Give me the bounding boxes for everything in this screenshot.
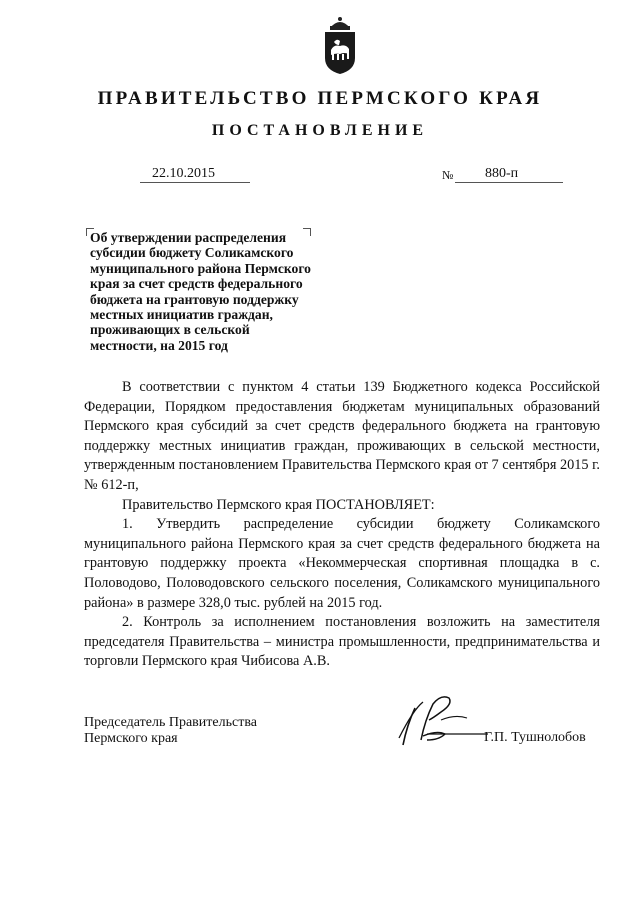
document-body <box>84 378 600 672</box>
organization-title: ПРАВИТЕЛЬСТВО ПЕРМСКОГО КРАЯ <box>97 88 543 109</box>
number-underline <box>455 182 563 183</box>
signatory-title <box>84 715 314 747</box>
signatory-title-line: Пермского края <box>84 731 178 746</box>
signatory-name: Г.П. Тушнолобов <box>484 730 586 745</box>
document-date: 22.10.2015 <box>152 166 215 181</box>
body-paragraph: 2. Контроль за исполнением постановления возложить на заместителя председателя Правительства – министра промышленности, предпринимательства и торговли Пермского края Чибисова А.В. <box>84 614 600 670</box>
document-type: ПОСТАНОВЛЕНИЕ <box>211 122 429 139</box>
date-underline <box>140 182 250 183</box>
document-number: 880-п <box>485 166 519 181</box>
body-paragraph: 1. Утвердить распределение субсидии бюджету Соликамского муниципального района Пермского края за счет средств федерального бюджета на грантовую поддержку проекта «Некоммерческая спортивная площадка в с. Половодово, Половодовского сельского поселения, Соликамского муниципального района» в размере 328,0 тыс. рублей на 2015 год. <box>84 516 600 611</box>
body-paragraph: Правительство Пермского края ПОСТАНОВЛЯЕТ: <box>122 496 435 513</box>
handwritten-signature <box>393 690 488 750</box>
document-subject: Об утверждении распределения субсидии бюджету Соликамского муниципального района Пермского края за счет средств федерального бюджета на грантовую поддержку местных инициатив граждан, проживающих в сельской местности, на 2015 год <box>90 230 311 353</box>
body-paragraph: В соответствии с пунктом 4 статьи 139 Бюджетного кодекса Российской Федерации, Порядком предоставления бюджетам муниципальных образований Пермского края субсидий за счет средств федерального бюджета на грантовую поддержку местных инициатив граждан, проживающих в сельской местности, утвержденным постановлением Правительства Пермского края от 7 сентября 2015 г. № 612-п, <box>84 379 600 493</box>
number-sign: № <box>442 168 454 182</box>
coat-of-arms-icon <box>322 14 358 76</box>
signatory-title-line: Председатель Правительства <box>84 715 257 730</box>
